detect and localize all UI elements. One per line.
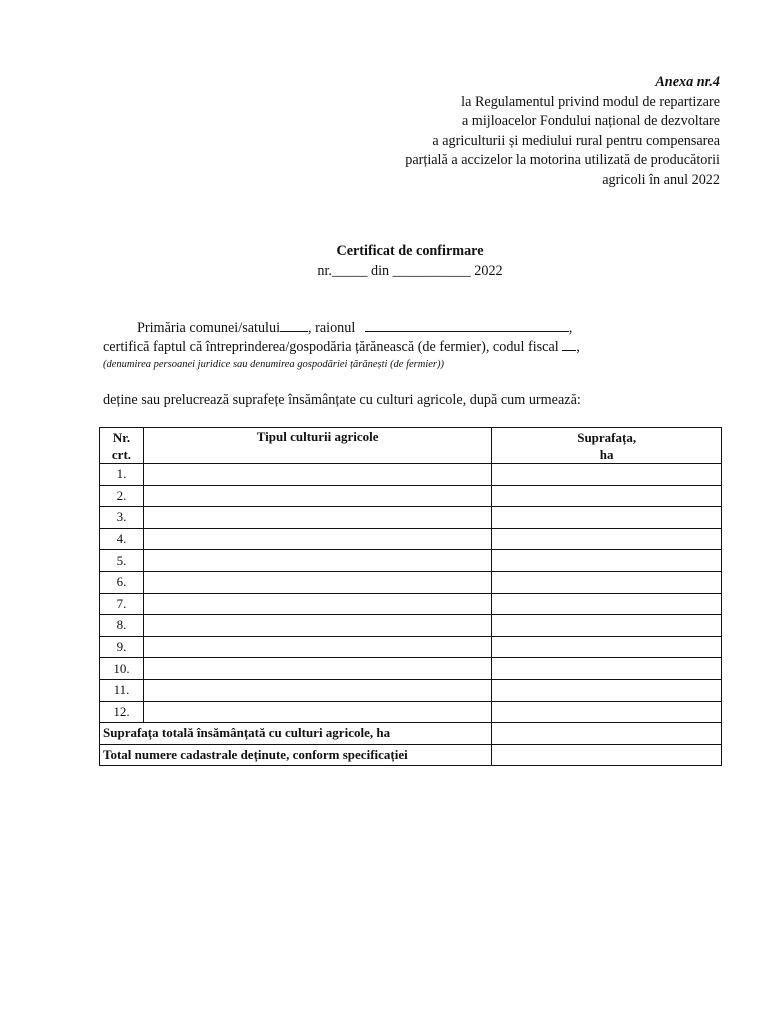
- table-row: [100, 571, 722, 593]
- crop-type-cell[interactable]: [143, 485, 491, 507]
- district-blank: [365, 318, 569, 332]
- mayoralty-line: [137, 318, 572, 337]
- holds-line: deține sau prelucrează suprafețe însămânțate cu culturi agricole, după cum urmează:: [103, 392, 581, 408]
- district-label: , raionul: [308, 320, 356, 336]
- area-cell[interactable]: [492, 679, 722, 701]
- crop-type-cell[interactable]: [143, 464, 491, 486]
- table-row: [100, 528, 722, 550]
- nr-blank: _____: [331, 263, 368, 279]
- crop-type-cell[interactable]: [143, 658, 491, 680]
- line2-end: ,: [576, 339, 580, 355]
- entity-name-hint: (denumirea persoanei juridice sau denumirea gospodăriei țărănești (de fermier)): [103, 359, 444, 370]
- row-number: 2.: [100, 485, 144, 507]
- total-cadastral-cell[interactable]: [492, 744, 722, 766]
- row-number: 10.: [100, 658, 144, 680]
- annex-line: a agriculturii și mediului rural pentru compensarea: [432, 132, 720, 149]
- row-number: 7.: [100, 593, 144, 615]
- table-row: [100, 615, 722, 637]
- total-cadastral-row: [100, 744, 722, 766]
- area-cell[interactable]: [492, 701, 722, 723]
- row-number: 8.: [100, 615, 144, 637]
- row-number: 3.: [100, 507, 144, 529]
- annex-title: Anexa nr.4: [655, 74, 720, 90]
- crop-type-cell[interactable]: [143, 550, 491, 572]
- annex-header: [405, 73, 720, 190]
- certify-text: certifică faptul că întreprinderea/gospodăria țărănească (de fermier), codul fiscal: [103, 339, 559, 355]
- total-area-row: [100, 723, 722, 745]
- area-cell[interactable]: [492, 593, 722, 615]
- table-row: [100, 593, 722, 615]
- annex-line: a mijloacelor Fondului național de dezvoltare: [461, 113, 720, 129]
- table-row: [100, 485, 722, 507]
- header-crop-type: Tipul culturii agricole: [143, 428, 491, 464]
- date-blank: ___________: [392, 263, 471, 279]
- din-label: din: [370, 263, 390, 279]
- area-cell[interactable]: [492, 571, 722, 593]
- row-number: 9.: [100, 636, 144, 658]
- crop-type-cell[interactable]: [143, 593, 491, 615]
- fiscal-code-blank: [562, 337, 576, 351]
- certificate-number-line: [0, 262, 768, 281]
- table-row: [100, 658, 722, 680]
- total-area-label: Suprafața totală însămânțată cu culturi agricole, ha: [100, 723, 492, 745]
- mayoralty-label: Primăria comunei/satului: [137, 320, 281, 336]
- area-cell[interactable]: [492, 615, 722, 637]
- annex-line: agricoli în anul 2022: [602, 171, 720, 188]
- table-row: [100, 464, 722, 486]
- area-cell[interactable]: [492, 528, 722, 550]
- table-header-row: [100, 428, 722, 464]
- row-number: 4.: [100, 528, 144, 550]
- row-number: 6.: [100, 571, 144, 593]
- year: 2022: [474, 263, 503, 279]
- area-cell[interactable]: [492, 550, 722, 572]
- table-row: [100, 550, 722, 572]
- crop-type-cell[interactable]: [143, 571, 491, 593]
- total-area-cell[interactable]: [492, 723, 722, 745]
- area-cell[interactable]: [492, 658, 722, 680]
- header-nr: Nr. crt.: [100, 428, 144, 464]
- annex-line: la Regulamentul privind modul de repartizare: [461, 93, 720, 110]
- crops-table: [99, 427, 722, 766]
- crop-type-cell[interactable]: [143, 636, 491, 658]
- row-number: 12.: [100, 701, 144, 723]
- area-cell[interactable]: [492, 507, 722, 529]
- area-cell[interactable]: [492, 636, 722, 658]
- crop-type-cell[interactable]: [143, 701, 491, 723]
- nr-prefix: nr.: [317, 263, 332, 279]
- crop-type-cell[interactable]: [143, 507, 491, 529]
- table-row: [100, 679, 722, 701]
- row-number: 5.: [100, 550, 144, 572]
- total-cadastral-label: Total numere cadastrale deținute, conform specificației: [100, 744, 492, 766]
- crop-type-cell[interactable]: [143, 615, 491, 637]
- area-cell[interactable]: [492, 464, 722, 486]
- header-area: Suprafața, ha: [492, 428, 722, 464]
- annex-line: parțială a accizelor la motorina utilizată de producătorii: [405, 152, 720, 168]
- table-row: [100, 507, 722, 529]
- table-row: [100, 636, 722, 658]
- row-number: 1.: [100, 464, 144, 486]
- line1-end: ,: [568, 320, 573, 336]
- certify-line: [103, 337, 580, 356]
- crop-type-cell[interactable]: [143, 679, 491, 701]
- certificate-title: Certificat de confirmare: [336, 243, 484, 259]
- row-number: 11.: [100, 679, 144, 701]
- area-cell[interactable]: [492, 485, 722, 507]
- village-blank: [280, 318, 308, 332]
- crop-type-cell[interactable]: [143, 528, 491, 550]
- table-row: [100, 701, 722, 723]
